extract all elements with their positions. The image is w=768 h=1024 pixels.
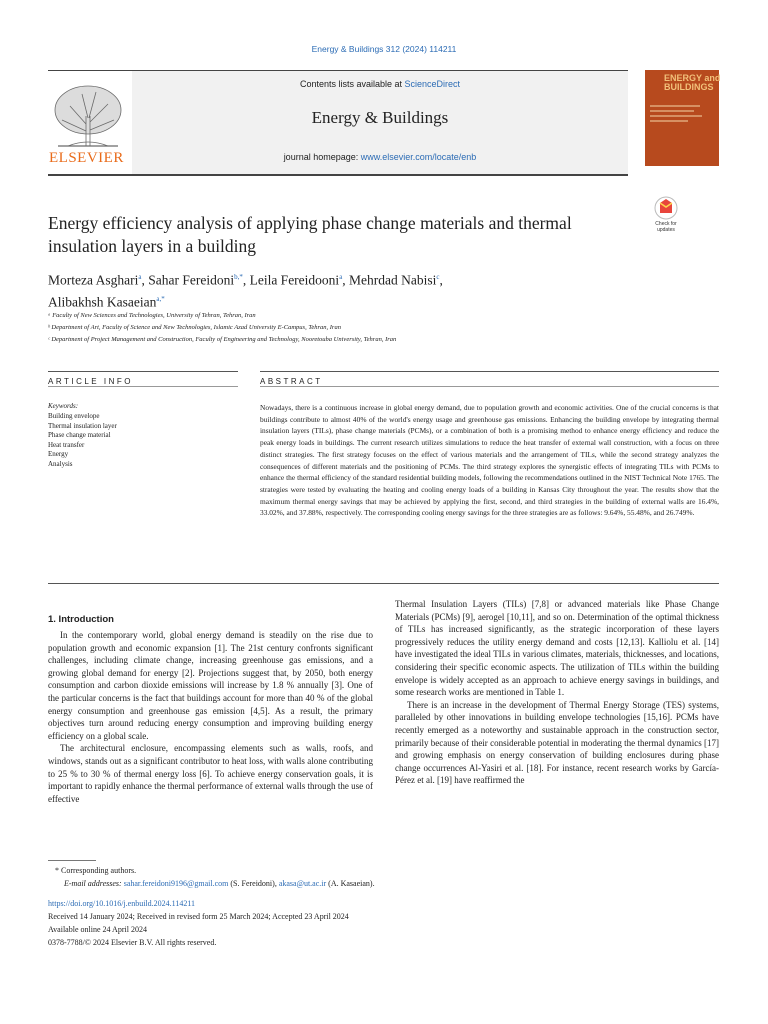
header-top-rule: [48, 70, 628, 71]
author-name[interactable]: Sahar Fereidoni: [148, 272, 235, 288]
body-paragraph: Thermal Insulation Layers (TILs) [7,8] or advanced materials like Phase Change Materials (PCMs) [9], aerogel [10,11], and so on. Determination of the optimal thickness of TILs has increased significantly, as the strategic incorporation of these layers progressively reduces the utility energy demand and costs [12,13]. Kalliolu et al. [14] have investigated the ideal TILs in various climates, materials, thicknesses, and locations, considering their specific economic aspects. The utilization of TILs within the building envelope is widely accepted as an approach to achieve energy savings in buildings, and some research works are mentioned in Table 1.: [395, 599, 719, 698]
affiliation-c: ᶜ Department of Project Management and Construction, Faculty of Engineering and Technology, Nooretouba University, Tehran, Iran: [48, 336, 397, 343]
author-affiliation-marker[interactable]: a: [339, 273, 343, 281]
elsevier-wordmark: ELSEVIER: [49, 150, 124, 166]
abstract-text: Nowadays, there is a continuous increase in global energy demand, due to population growth and economic activities. One of the crucial concerns is that buildings contribute to almost 40% of the world's energy usage and greenhouse gas emissions. Enhancing the building envelope by integrating thermal insulation layers (TILs), phase change materials (PCMs), or a combination of both is a promising method to enhance energy efficiency and reduce the peak energy loads in buildings. The current research utilizes simulations to reduce the heat transfer of external wall construction, with a focus on three distinct strategies. The first strategy focuses on the effect of various materials and the arrangement of TILs, while the second strategy analyzes the consequences of different materials and the positioning of PCMs. The third strategy explores the synergistic effects of integrating TILs with PCMs to enhance the thermal efficiency of the standard residential building models, following the recommendations outlined in the NIST Technical Note 1765. The strategies were tested by evaluating the heating and cooling energy loads of a building in Kansas City throughout the year. The results show that the maximum thermal energy savings that may be achieved by applying the first, second, and third strategies in the building of external walls are 16.4%, 33.02%, and 37.88%, respectively. The corresponding cooling energy savings for the three strategies are as follows: 9.64%, 55.48%, and 26.749%.: [260, 403, 719, 518]
svg-text:updates: updates: [657, 227, 675, 233]
body-paragraph: The architectural enclosure, encompassing elements such as walls, roofs, and windows, stands out as a significant contributor to heat loss, with walls alone contributing to 25 % to 30 % of thermal energy loss [6]. To achieve energy conservation goals, it is important to rapidly enhance the thermal performance of external walls through the use of effective: [48, 743, 373, 804]
journal-name: Energy & Buildings: [311, 108, 449, 127]
keyword: Building envelope: [48, 412, 100, 420]
affiliation-b: ᵇ Department of Art, Faculty of Science and New Technologies, Islamic Azad University E-Campus, Tehran, Iran: [48, 324, 341, 331]
body-column-right: [395, 598, 719, 787]
body-paragraph: There is an increase in the development of Thermal Energy Storage (TES) systems, paralleled by other innovations in building envelope technologies [15,16]. PCMs have recently emerged as a noteworthy and sustainable approach in the construction sector, primarily because of their considerable potential in moderating the thermal dynamics [17] and growing emphasis on energy conservation of building enclosures during phase change occurrences Al-Yasiri et al. [18]. For instance, recent research works by García-Pérez et al. [19] have reaffirmed the: [395, 699, 719, 786]
footnote-rule: [48, 860, 96, 861]
author-affiliation-marker[interactable]: c: [436, 273, 440, 281]
contents-prefix: Contents lists available at: [299, 79, 405, 89]
keyword: Phase change material: [48, 431, 111, 439]
article-info-rule: [48, 371, 238, 372]
svg-text:Check for: Check for: [655, 221, 677, 227]
keyword: Thermal insulation layer: [48, 421, 117, 430]
abstract-end-rule: [48, 583, 719, 584]
abstract-rule: [260, 371, 719, 372]
author-name[interactable]: Leila Fereidooni: [249, 272, 340, 288]
affiliation-a: ᵃ Faculty of New Sciences and Technologies, University of Tehran, Tehran, Iran: [48, 312, 256, 319]
email-link[interactable]: sahar.fereidoni9196@gmail.com: [123, 879, 229, 888]
keyword: Heat transfer: [48, 440, 85, 449]
sciencedirect-link[interactable]: ScienceDirect: [404, 79, 461, 89]
header-bottom-rule: [48, 174, 628, 176]
keyword: Analysis: [48, 459, 73, 468]
author-affiliation-marker[interactable]: a: [138, 273, 142, 281]
corresponding-authors-note: * Corresponding authors.: [55, 866, 137, 875]
abstract-subrule: [260, 386, 719, 387]
author-list: Morteza Asghari$^a$, Sahar Fereidoni$^{b,*}$, Leila Fereidooni$^a$, Mehrdad Nabisi$^c$, Alibakhsh Kasaeian$^{a,*}$: [48, 272, 443, 309]
check-for-updates-icon[interactable]: [648, 194, 684, 234]
copyright-notice: 0378-7788/© 2024 Elsevier B.V. All rights reserved.: [48, 938, 217, 947]
keyword: Energy: [48, 450, 69, 458]
author-affiliation-marker[interactable]: b,*: [234, 273, 243, 281]
author-name[interactable]: Alibakhsh Kasaeian: [48, 294, 157, 309]
author-name[interactable]: Mehrdad Nabisi: [349, 272, 437, 288]
email-owner: (A. Kasaeian).: [326, 879, 375, 888]
journal-homepage-line: [132, 152, 628, 162]
body-column-left: [48, 629, 373, 805]
available-online-date: Available online 24 April 2024: [48, 925, 147, 934]
author-name[interactable]: Morteza Asghari: [48, 272, 139, 288]
received-dates: Received 14 January 2024; Received in revised form 25 March 2024; Accepted 23 April 2024: [48, 912, 349, 921]
article-info-subrule: [48, 386, 238, 387]
email-owner: (S. Fereidoni),: [228, 879, 279, 888]
email-addresses-note: [64, 879, 375, 888]
homepage-prefix: journal homepage:: [283, 152, 361, 162]
journal-reference[interactable]: Energy & Buildings 312 (2024) 114211: [311, 44, 457, 54]
email-link[interactable]: akasa@ut.ac.ir: [278, 879, 327, 888]
abstract-heading: ABSTRACT: [260, 377, 323, 386]
contents-available-line: [132, 79, 628, 89]
article-title: Energy efficiency analysis of applying phase change materials and thermal insulation layers in a building: [48, 213, 572, 256]
introduction-heading: 1. Introduction: [48, 614, 114, 625]
keywords-label: Keywords:: [48, 402, 79, 410]
email-label: E-mail addresses:: [64, 879, 122, 888]
journal-homepage-link[interactable]: www.elsevier.com/locate/enb: [360, 152, 477, 162]
author-affiliation-marker[interactable]: a,*: [156, 294, 165, 303]
keywords-list: [48, 412, 117, 469]
article-info-heading: ARTICLE INFO: [48, 377, 133, 386]
doi-link[interactable]: https://doi.org/10.1016/j.enbuild.2024.114211: [48, 899, 196, 908]
cover-title: ENERGY and BUILDINGS: [664, 73, 721, 92]
cover-text-lines: [650, 102, 706, 124]
body-paragraph: In the contemporary world, global energy demand is steadily on the rise due to population growth and economic expansion [1]. The 21st century confronts significant challenges, including climate change, increasing greenhouse gas emissions, and a growing global demand for energy [2]. Projections suggest that, by 2050, both energy consumption and carbon dioxide emissions will increase by 1.8 % annually [3]. One of the particular concerns is the fact that buildings account for more than 40 % of the global energy consumption and greenhouse gas emission [4,5]. As a result, the primary objectives turn around reducing energy consumption and improving building energy efficiency on a global scale.: [48, 630, 373, 741]
